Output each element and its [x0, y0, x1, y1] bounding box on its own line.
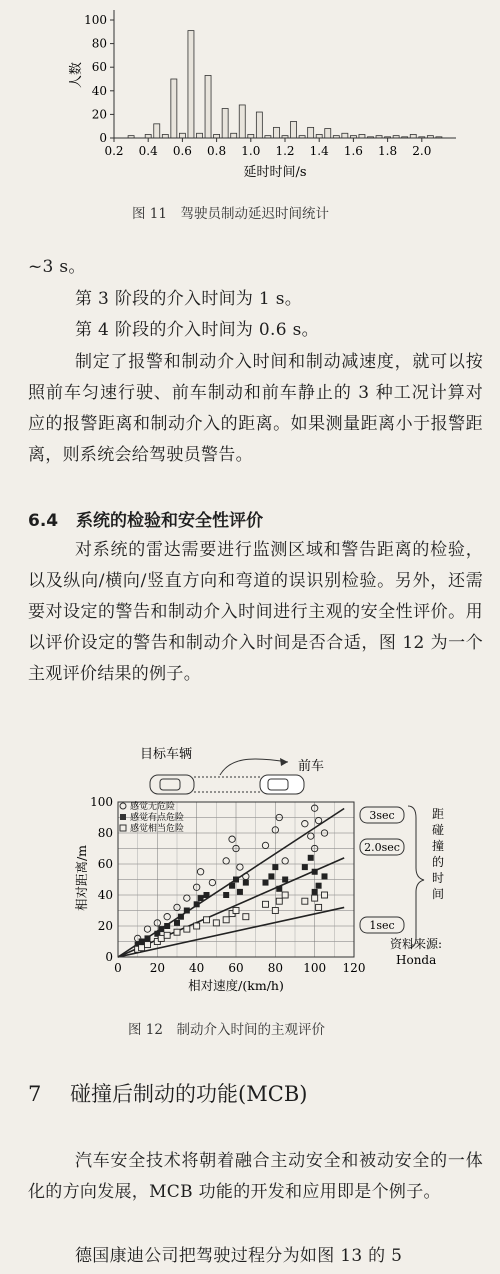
y-tick-label: 60 [97, 857, 113, 871]
front-car-label: 前车 [298, 759, 325, 774]
histogram-bar [145, 134, 151, 138]
reference-label: 2.0sec [364, 841, 400, 854]
y-tick-label: 20 [97, 919, 113, 933]
histogram-bar [316, 134, 322, 138]
point-high-danger [316, 904, 322, 910]
figure-12-caption: 图 12 制动介入时间的主观评价 [128, 1022, 325, 1038]
y-axis-label: 人数 [69, 61, 84, 89]
histogram-bar [179, 133, 185, 138]
x-tick-label: 20 [149, 961, 165, 975]
source-label: 资料来源: [390, 937, 443, 951]
x-tick-label: 1.2 [275, 144, 295, 158]
x-tick-label: 1.0 [241, 144, 261, 158]
point-high-danger [158, 935, 164, 941]
lane-change-arrow [220, 759, 288, 775]
point-some-danger [198, 895, 204, 901]
histogram-bar [162, 134, 168, 138]
y-tick-label: 0 [99, 131, 107, 145]
y-tick-label: 80 [91, 36, 107, 51]
paragraph-stage4: 第 4 阶段的介入时间为 0.6 s。 [75, 320, 319, 340]
point-high-danger [263, 901, 269, 907]
point-some-danger [158, 926, 164, 932]
histogram-bar [239, 105, 245, 138]
point-high-danger [174, 929, 180, 935]
point-some-danger [308, 855, 314, 861]
histogram-bar [308, 127, 314, 138]
point-some-danger [145, 935, 151, 941]
point-some-danger [164, 923, 170, 929]
x-tick-label: 2.0 [412, 144, 432, 158]
point-no-danger [237, 864, 243, 870]
point-some-danger [282, 877, 288, 883]
point-some-danger [139, 939, 145, 945]
point-some-danger [229, 883, 235, 889]
paragraph-mcb-intro: 汽车安全技术将朝着融合主动安全和被动安全的一体化的方向发展，MCB 功能的开发和应用即是个例子。 [28, 1151, 483, 1202]
point-some-danger [174, 920, 180, 926]
point-no-danger [144, 926, 150, 932]
source-value: Honda [396, 953, 437, 967]
point-no-danger [164, 914, 170, 920]
section-title: 碰撞后制动的功能(MCB) [70, 1082, 308, 1106]
histogram-bar [359, 134, 365, 138]
point-high-danger [145, 942, 151, 948]
point-no-danger [282, 858, 288, 864]
point-some-danger [233, 877, 239, 883]
x-tick-label: 80 [267, 961, 283, 975]
front-car-icon [260, 775, 304, 794]
section-number: 6.4 [28, 511, 59, 531]
point-some-danger [312, 869, 318, 875]
histogram-bar [256, 112, 262, 138]
point-high-danger [276, 898, 282, 904]
point-no-danger [243, 873, 249, 879]
point-no-danger [315, 817, 321, 823]
histogram-bar [154, 124, 160, 138]
point-high-danger [312, 895, 318, 901]
x-tick-label: 120 [342, 961, 366, 975]
point-high-danger [282, 892, 288, 898]
x-tick-label: 60 [228, 961, 244, 975]
car-diagram [140, 746, 324, 794]
point-no-danger [302, 821, 308, 827]
point-high-danger [204, 917, 210, 923]
point-high-danger [322, 892, 328, 898]
point-some-danger [316, 883, 322, 889]
point-high-danger [213, 920, 219, 926]
histogram-bar [205, 75, 211, 138]
histogram-bar [291, 121, 297, 138]
x-tick-label: 0.6 [172, 144, 192, 158]
point-high-danger [184, 926, 190, 932]
histogram-bar [222, 109, 228, 139]
point-high-danger [164, 932, 170, 938]
histogram-bar [248, 134, 254, 138]
point-no-danger [262, 842, 268, 848]
point-high-danger [302, 898, 308, 904]
histogram-bar [214, 134, 220, 138]
point-some-danger [272, 864, 278, 870]
point-no-danger [308, 833, 314, 839]
section-7-heading [28, 1078, 307, 1108]
reference-label: 1sec [369, 919, 395, 932]
y-tick-label: 60 [91, 60, 107, 75]
reference-label: 3sec [369, 809, 395, 822]
histogram-bar [342, 133, 348, 138]
point-no-danger [184, 895, 190, 901]
y-tick-label: 0 [105, 950, 113, 964]
time-brace [408, 806, 424, 948]
histogram-bar [188, 31, 194, 138]
point-some-danger [223, 892, 229, 898]
y-axis-label: 相对距离/m [74, 844, 89, 912]
legend-no-danger: 感觉无危险 [130, 802, 176, 812]
point-no-danger [209, 879, 215, 885]
histogram-bar [325, 129, 331, 138]
y-tick-label: 100 [90, 795, 113, 809]
point-some-danger [312, 889, 318, 895]
y-tick-label: 100 [84, 13, 107, 27]
x-axis-label: 相对速度/(km/h) [188, 978, 284, 993]
histogram-bar [410, 134, 416, 138]
point-some-danger [263, 880, 269, 886]
target-vehicle-label: 目标车辆 [140, 747, 193, 762]
figure-12-scatter [60, 738, 480, 1008]
point-high-danger [139, 945, 145, 951]
x-tick-label: 0 [114, 961, 122, 975]
legend-some-danger: 感觉有点危险 [130, 813, 185, 823]
point-high-danger [272, 908, 278, 914]
paragraph-range: ~3 s。 [28, 257, 86, 277]
point-some-danger [184, 908, 190, 914]
point-some-danger [243, 880, 249, 886]
reference-line-2.0sec [118, 858, 344, 957]
histogram-bar [171, 79, 177, 138]
x-tick-label: 1.4 [309, 144, 329, 158]
x-tick-label: 40 [189, 961, 205, 975]
x-tick-label: 0.2 [104, 144, 124, 158]
y-tick-label: 20 [91, 107, 107, 122]
point-no-danger [229, 836, 235, 842]
point-some-danger [237, 889, 243, 895]
point-no-danger [223, 858, 229, 864]
point-high-danger [194, 923, 200, 929]
paragraph-stage3: 第 3 阶段的介入时间为 1 s。 [75, 289, 303, 309]
x-tick-label: 100 [303, 961, 327, 975]
histogram-bar [231, 133, 237, 138]
point-some-danger [194, 901, 200, 907]
section-number: 7 [28, 1082, 42, 1106]
point-some-danger [268, 873, 274, 879]
y-tick-label: 40 [91, 83, 107, 98]
paragraph-continental: 德国康迪公司把驾驶过程分为如图 13 的 5 [75, 1246, 403, 1266]
point-some-danger [204, 892, 210, 898]
point-high-danger [243, 914, 249, 920]
point-some-danger [302, 864, 308, 870]
point-some-danger [178, 914, 184, 920]
x-axis-label: 延时时间/s [243, 165, 307, 180]
x-tick-label: 0.4 [138, 144, 158, 158]
paragraph-warning-distance: 制定了报警和制动介入时间和制动减速度，就可以按照前车匀速行驶、前车制动和前车静止的 3 种工况计算对应的报警距离和制动介入的距离。如果测量距离小于报警距离，则系统会给驾驶员警告。 [28, 352, 483, 465]
point-some-danger [322, 873, 328, 879]
point-no-danger [197, 869, 203, 875]
target-vehicle-icon [150, 775, 194, 794]
x-tick-label: 1.6 [343, 144, 363, 158]
section-title: 系统的检验和安全性评价 [76, 511, 264, 531]
histogram-bar [197, 133, 203, 138]
y-tick-label: 80 [97, 826, 113, 840]
legend [120, 800, 184, 834]
point-high-danger [233, 908, 239, 914]
section-6-4-heading [28, 506, 263, 531]
legend-high-danger: 感觉相当危险 [130, 824, 185, 834]
figure-11-caption: 图 11 驾驶员制动延迟时间统计 [132, 206, 329, 222]
paragraph-verification: 对系统的雷达需要进行监测区域和警告距离的检验，以及纵向/横向/竖直方向和弯道的误识别检验。另外，还需要对设定的警告和制动介入时间进行主观的安全性评价。用以评价设定的警告和制动介入时间是否合适，图 12 为一个主观评价结果的例子。 [28, 540, 483, 684]
histogram-bar [273, 127, 279, 138]
x-tick-label: 0.8 [207, 144, 227, 158]
figure-11-histogram [60, 0, 460, 185]
x-tick-label: 1.8 [378, 144, 398, 158]
point-high-danger [223, 917, 229, 923]
point-some-danger [276, 886, 282, 892]
side-label: 距碰撞的时间 [432, 807, 445, 901]
y-tick-label: 40 [97, 888, 113, 902]
